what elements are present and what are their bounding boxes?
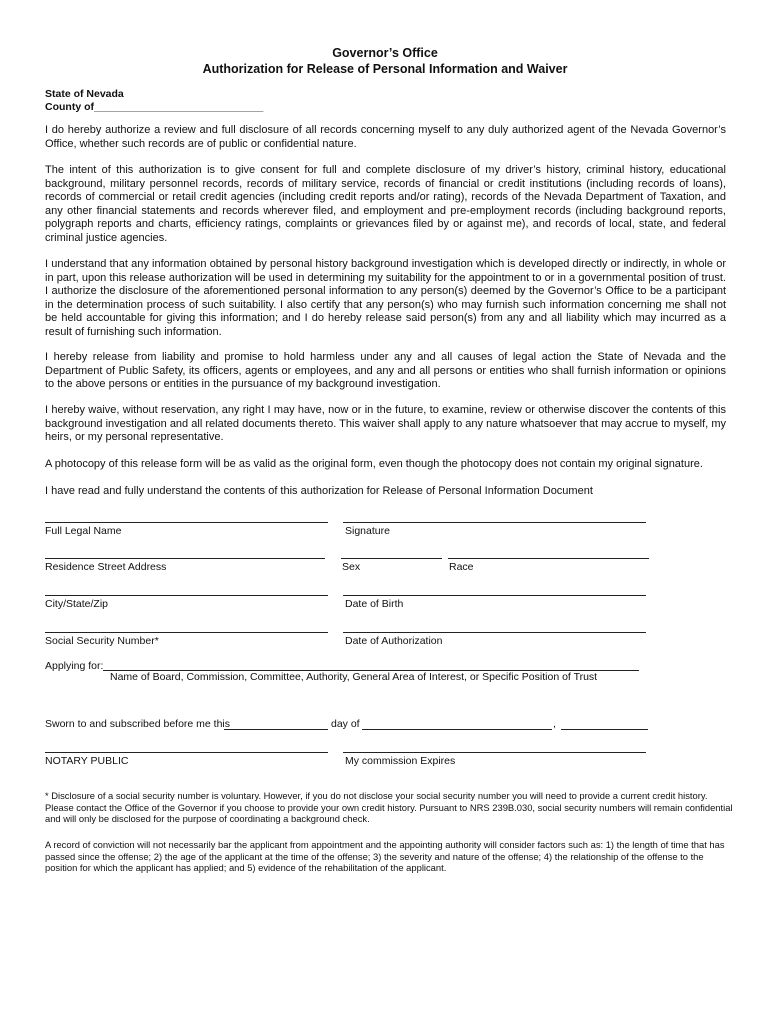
sex-label: Sex <box>342 561 361 573</box>
date-of-authorization-line[interactable] <box>343 632 646 633</box>
paragraph-authorize: I do hereby authorize a review and full disclosure of all records concerning myself to any duly authorized agent of the Nevada Governor’s Office, whether such records are of public or confidential nature. <box>45 124 726 150</box>
ssn-line[interactable] <box>45 632 328 633</box>
date-of-birth-line[interactable] <box>343 595 646 596</box>
residence-address-label: Residence Street Address <box>45 561 167 573</box>
notary-public-line[interactable] <box>45 752 328 753</box>
office-heading: Governor’s Office <box>332 46 438 60</box>
ssn-label: Social Security Number* <box>45 635 159 647</box>
residence-address-line[interactable] <box>45 558 325 559</box>
commission-expires-line[interactable] <box>343 752 646 753</box>
signature-label: Signature <box>345 525 390 537</box>
city-state-zip-label: City/State/Zip <box>45 598 109 610</box>
paragraph-waive: I hereby waive, without reservation, any right I may have, now or in the future, to examine, review or otherwise discover the contents of this background investigation and all related documents thereto. This waiver shall apply to any nature whatsoever that may accrue to myself, my heirs, or my personal representative. <box>45 404 726 443</box>
day-of-label: day of <box>331 718 360 730</box>
ssn-footnote: * Disclosure of a social security number is voluntary. However, if you do not disclose your social security number you will need to provide a current credit history. Please contact the Office of the Governor if you choose to provide your own credit history. Pursuant to NRS 239B.030, social security numbers will remain confidential and will only be disclosed for the purpose of coordinating a background check. <box>45 790 733 825</box>
conviction-footnote: A record of conviction will not necessarily bar the applicant from appointment and the appointing authority will consider factors such as: 1) the length of time that has passed since the offense; 2) the age of the applicant at the time of the offense; 3) the severity and nature of the offense; 4) the relationship of the offense to the position for which the applicant has applied; and 5) evidence of the rehabilitation of the applicant. <box>45 839 725 874</box>
date-of-birth-label: Date of Birth <box>345 598 404 610</box>
state-label: State of Nevada <box>45 88 124 100</box>
race-line[interactable] <box>448 558 649 559</box>
sworn-month-line[interactable] <box>362 729 552 730</box>
paragraph-release: I hereby release from liability and promise to hold harmless under any and all causes of legal action the State of Nevada and the Department of Public Safety, its officers, agents or employees, and any and all persons or entities who shall furnish information or opinions to the above persons or entities in the pursuance of my background investigation. <box>45 351 726 390</box>
paragraph-intent: The intent of this authorization is to give consent for full and complete disclosure of my driver’s history, criminal history, educational background, military personnel records, records of military service, records of financial or credit institutions (including records of loans), records of commercial or retail credit agencies (including credit reports and/or rating), records of the Nevada Department of Taxation, and any other financial statements and records wherever filed, and employment and pre-employment records (including background reports, polygraph reports and charts, efficiency ratings, complaints or grievances filed by or against me), and records of local, state, and federal criminal justice agencies. <box>45 164 726 244</box>
county-field[interactable]: County of_____________________________ <box>45 101 264 113</box>
paragraph-read-understand: I have read and fully understand the contents of this authorization for Release of Personal Information Document <box>45 485 593 497</box>
sex-line[interactable] <box>341 558 442 559</box>
form-title: Authorization for Release of Personal Information and Waiver <box>202 62 568 76</box>
full-legal-name-label: Full Legal Name <box>45 525 122 537</box>
applying-for-caption: Name of Board, Commission, Committee, Authority, General Area of Interest, or Specific Position of Trust <box>110 671 598 683</box>
city-state-zip-line[interactable] <box>45 595 328 596</box>
signature-line[interactable] <box>343 522 646 523</box>
sworn-day-line[interactable] <box>224 729 328 730</box>
date-of-authorization-label: Date of Authorization <box>345 635 443 647</box>
full-legal-name-line[interactable] <box>45 522 328 523</box>
sworn-year-line[interactable] <box>561 729 648 730</box>
commission-expires-label: My commission Expires <box>345 755 456 767</box>
comma-label: , <box>553 718 556 730</box>
paragraph-understand: I understand that any information obtained by personal history background investigation which is developed directly or indirectly, in whole or in part, upon this release authorization will be used in determining my suitability for the appointment to or in a governmental position of trust. I authorize the disclosure of the aforementioned personal information to any person(s) deemed by the Governor’s Office to be a participant in the determination process of such suitability. I also certify that any person(s) who may furnish such information concerning me shall not be held accountable for giving this information; and I do hereby release said person(s) from any and all liability which may incurred as a result of furnishing such information. <box>45 258 726 338</box>
paragraph-photocopy: A photocopy of this release form will be as valid as the original form, even though the photocopy does not contain my original signature. <box>45 458 703 470</box>
notary-public-label: NOTARY PUBLIC <box>45 755 129 767</box>
applying-for-label: Applying for: <box>45 660 104 672</box>
race-label: Race <box>449 561 474 573</box>
sworn-label: Sworn to and subscribed before me this <box>45 718 231 730</box>
